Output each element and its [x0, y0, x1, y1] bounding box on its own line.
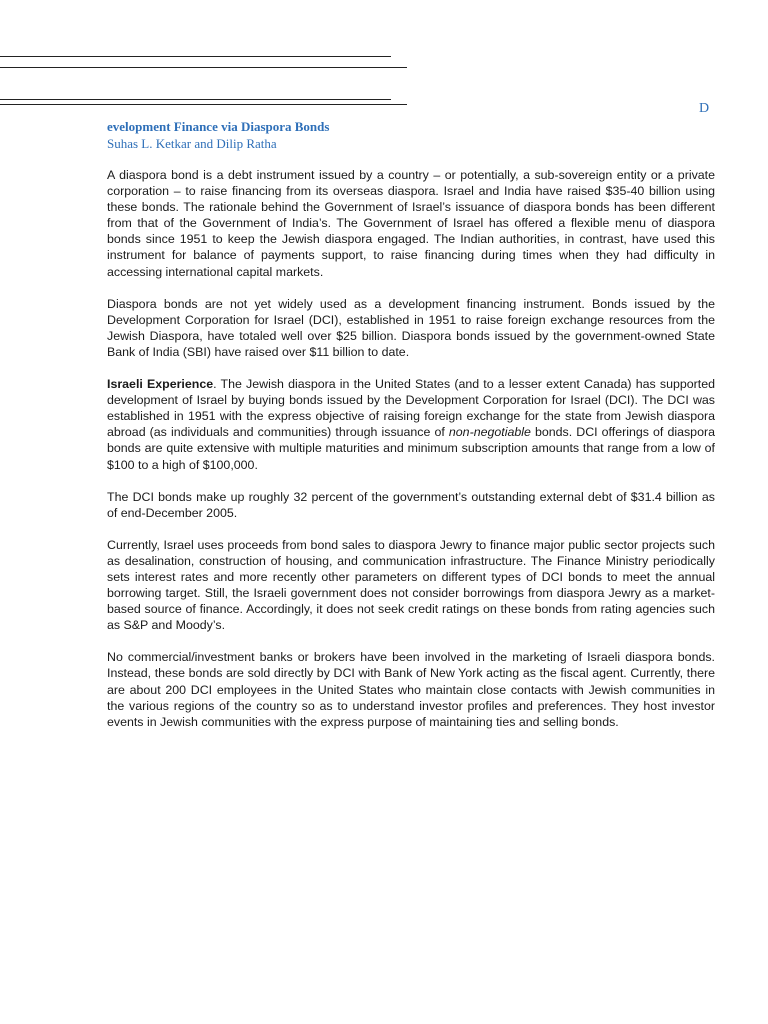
drop-cap-letter: D	[699, 101, 710, 116]
paragraph-text: . The Jewish diaspora in the United States (and to a lesser extent Canada) has supported development of Israel by buying bonds issued by the Development Corporation for Israel (DCI). The DCI was established in 1951 with the express objective of raising foreign exchange for the state from Jewish diaspora abroad (as individuals and communities) through issuance of	[107, 377, 715, 440]
paragraph-dci-share: The DCI bonds make up roughly 32 percent of the government’s outstanding external debt of $31.4 billion as of end-December 2005.	[107, 489, 715, 520]
document-authors: Suhas L. Ketkar and Dilip Ratha	[107, 136, 277, 151]
header-rule-2	[0, 67, 407, 68]
section-lead-israeli-experience: Israeli Experience	[107, 377, 214, 392]
document-body	[107, 167, 715, 746]
paragraph-proceeds: Currently, Israel uses proceeds from bond sales to diaspora Jewry to finance major public sector projects such as desalination, construction of housing, and communication infrastructure. The Finance Ministry periodically sets interest rates and more recently other parameters on different types of DCI bonds to meet the annual borrowing target. Still, the Israeli government does not consider borrowings from diaspora Jewry as a market-based source of finance. Accordingly, it does not seek credit ratings on these bonds from rating agencies such as S&P and Moody’s.	[107, 537, 715, 633]
paragraph-marketing: No commercial/investment banks or brokers have been involved in the marketing of Israeli diaspora bonds. Instead, these bonds are sold directly by DCI with Bank of New York acting as the fiscal agent. Currently, there are about 200 DCI employees in the United States who maintain close contacts with Jewish communities in the various regions of the country so as to understand investor profiles and preferences. They host investor events in Jewish communities with the express purpose of maintaining ties and selling bonds.	[107, 650, 715, 729]
header-rule-4	[0, 104, 407, 105]
header-rule-3	[0, 99, 391, 100]
paragraph-text: bonds. DCI offerings of diaspora bonds are quite extensive with multiple maturities and minimum subscription amounts that range from a low of $100 to a high of $100,000.	[107, 425, 715, 472]
header-rule-1	[0, 56, 391, 57]
paragraph-intro: A diaspora bond is a debt instrument issued by a country – or potentially, a sub-sovereign entity or a private corporation – to raise financing from its overseas diaspora. Israel and India have raised $35-40 billion using these bonds. The rationale behind the Government of Israel’s issuance of diaspora bonds has been different from that of the Government of India’s. The Government of Israel has offered a flexible menu of diaspora bonds since 1951 to keep the Jewish diaspora engaged. The Indian authorities, in contrast, have used this instrument for balance of payments support, to raise financing during times when they had difficulty in accessing international capital markets.	[107, 168, 715, 279]
paragraph-usage: Diaspora bonds are not yet widely used as a development financing instrument. Bonds issued by the Development Corporation for Israel (DCI), established in 1951 to raise foreign exchange resources from the Jewish Diaspora, have totaled well over $25 billion. Diaspora bonds issued by the government-owned State Bank of India (SBI) have raised over $11 billion to date.	[107, 296, 715, 359]
document-title: evelopment Finance via Diaspora Bonds	[107, 119, 330, 134]
paragraph-israeli-experience	[107, 376, 715, 473]
emphasis-non-negotiable: non-negotiable	[448, 425, 531, 440]
